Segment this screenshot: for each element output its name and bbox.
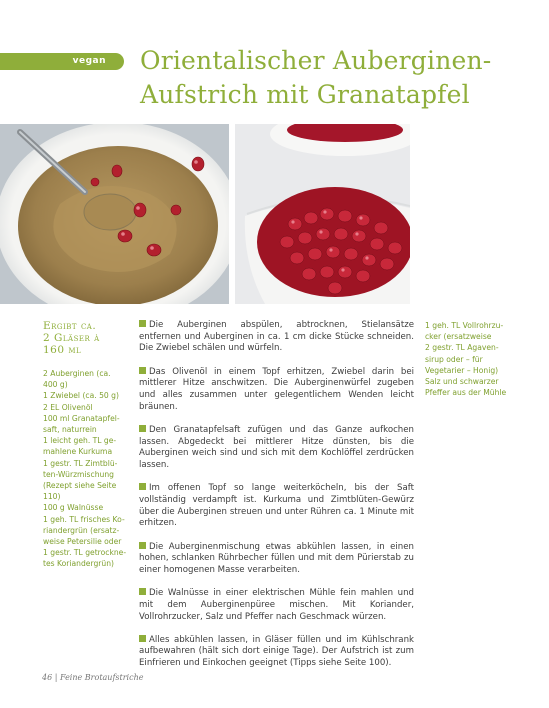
spread-bowl-photo bbox=[0, 124, 229, 304]
ingredient-line: cker (ersatzweise bbox=[425, 332, 492, 342]
ingredient-line: weise Petersilie oder bbox=[43, 537, 122, 547]
ingredient-line: 1 gestr. TL getrockne- bbox=[43, 548, 127, 558]
square-bullet-icon bbox=[139, 635, 146, 642]
ingredient-line: tes Koriandergrün) bbox=[43, 559, 114, 569]
ingredient-line: 100 g Walnüsse bbox=[43, 503, 104, 513]
step-4 bbox=[139, 483, 414, 530]
ingredient-line: 1 Zwiebel (ca. 50 g) bbox=[43, 391, 119, 401]
step-1 bbox=[139, 320, 414, 355]
recipe-title bbox=[140, 44, 540, 112]
square-bullet-icon bbox=[139, 588, 146, 595]
ingredient-line: sirup oder – für bbox=[425, 354, 483, 364]
ingredient-line: 100 ml Granatapfel- bbox=[43, 413, 120, 423]
title-line-1: Orientalischer Auberginen- bbox=[140, 46, 492, 75]
title-line-2: Aufstrich mit Granatapfel bbox=[140, 80, 470, 109]
step-2 bbox=[139, 367, 414, 414]
yield-line-2: 2 Gläser à bbox=[43, 332, 100, 344]
ingredient-line: 1 geh. TL Vollrohrzu- bbox=[425, 321, 504, 330]
step-text: Die Walnüsse in einer elektrischen Mühle fein mahlen und mit dem Auberginenpüree mischen. Mit Koriander, Vollrohrzucker, Salz und Pfeffer nach Geschmack würzen. bbox=[139, 588, 414, 622]
ingredient-line: 2 Auberginen (ca. bbox=[43, 369, 111, 378]
page-footer: 46 | Feine Brotaufstriche bbox=[42, 673, 144, 682]
step-3 bbox=[139, 425, 414, 472]
ingredient-line: 2 EL Olivenöl bbox=[43, 402, 93, 412]
ingredient-line: ten-Würzmischung bbox=[43, 469, 114, 479]
square-bullet-icon bbox=[139, 320, 146, 327]
instruction-steps bbox=[139, 320, 414, 681]
step-text: Das Olivenöl in einem Topf erhitzen, Zwiebel darin bei mittlerer Hitze anschwitzen. Die Auberginenwürfel zugeben und alles zusammen unter gelegentlichem Wenden leicht bräunen. bbox=[139, 366, 414, 412]
ingredient-line: mahlene Kurkuma bbox=[43, 447, 113, 457]
ingredient-line: (Rezept siehe Seite bbox=[43, 481, 117, 491]
ingredient-line: saft, naturrein bbox=[43, 425, 97, 435]
step-text: Die Auberginen abspülen, abtrocknen, Stielansätze entfernen und Auberginen in ca. 1 cm dicke Stücke schneiden. Die Zwiebel schälen und würfeln. bbox=[139, 320, 414, 354]
ingredient-line: Pfeffer aus der Mühle bbox=[425, 388, 507, 398]
ingredient-line: 1 gestr. TL Zimtblü- bbox=[43, 458, 118, 468]
ingredient-line: riandergrün (ersatz- bbox=[43, 525, 120, 535]
square-bullet-icon bbox=[139, 425, 146, 432]
vegan-tag: vegan bbox=[0, 53, 124, 70]
yield-line-3: 160 ml bbox=[43, 344, 82, 356]
yield-line-1: Ergibt ca. bbox=[43, 320, 97, 332]
ingredient-line: 400 g) bbox=[43, 380, 68, 390]
ingredient-line: 1 geh. TL frisches Ko- bbox=[43, 514, 125, 524]
ingredient-line: 1 leicht geh. TL ge- bbox=[43, 436, 117, 446]
step-text: Im offenen Topf so lange weiterköcheln, bis der Saft vollständig verdampft ist. Kurkuma und Zimtblüten-Gewürz über die Auberginen streuen und unter Rühren ca. 1 Minute mit erhitzen. bbox=[139, 483, 414, 529]
yield-heading bbox=[43, 320, 133, 356]
step-6 bbox=[139, 588, 414, 623]
pomegranate-bowls-photo bbox=[235, 124, 410, 304]
square-bullet-icon bbox=[139, 367, 146, 374]
ingredient-line: Vegetarier – Honig) bbox=[425, 365, 499, 375]
step-text: Den Granatapfelsaft zufügen und das Ganze aufkochen lassen. Abgedeckt bei mittlerer Hitze dünsten, bis die Auberginen weich sind und sich mit dem Kochlöffel zerdrücken lassen. bbox=[139, 424, 414, 471]
ingredients-list-left bbox=[43, 368, 135, 570]
ingredient-line: 110) bbox=[43, 492, 61, 502]
step-7 bbox=[139, 635, 414, 670]
step-text: Die Auberginenmischung etwas abkühlen lassen, in einen hohen, schlanken Rührbecher füllen und mit dem Pürierstab zu einer homogenen Masse verarbeiten. bbox=[139, 541, 414, 575]
ingredient-line: 2 gestr. TL Agaven- bbox=[425, 343, 499, 353]
step-text: Alles abkühlen lassen, in Gläser füllen und im Kühlschrank aufbewahren (hält sich dort einige Tage). Der Aufstrich ist zum Einfrieren und Einkochen geeignet (Tipps siehe Seite 100). bbox=[139, 634, 414, 669]
square-bullet-icon bbox=[139, 542, 146, 549]
ingredient-line: Salz und schwarzer bbox=[425, 377, 499, 387]
square-bullet-icon bbox=[139, 483, 146, 490]
step-5 bbox=[139, 542, 414, 577]
ingredients-list-right bbox=[425, 320, 515, 398]
